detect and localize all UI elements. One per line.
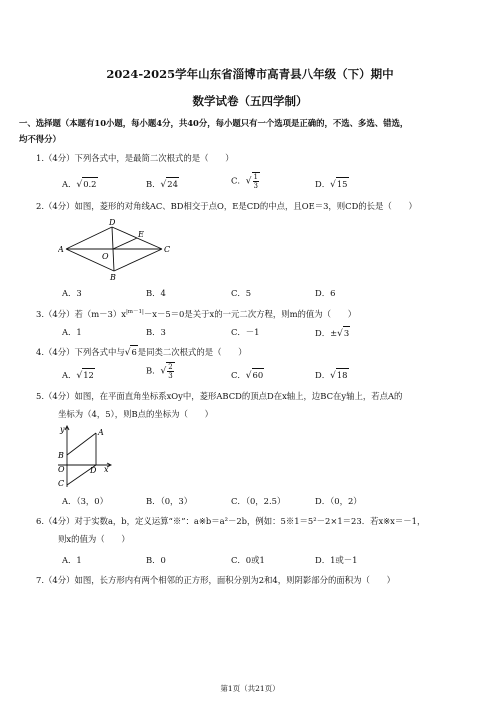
question-6-stem-cont: 则x的值为（ ） bbox=[58, 534, 130, 544]
q4-option-c bbox=[231, 368, 264, 383]
edge-cb bbox=[114, 249, 162, 271]
option-label: D． bbox=[315, 370, 331, 380]
q5-option-d: D．（0，2） bbox=[315, 496, 362, 506]
q2-option-d: D．6 bbox=[315, 288, 336, 298]
label-b: B bbox=[110, 273, 116, 280]
question-6-stem: 6.（4分）对于实数a，b，定义运算“※”：a※b＝a²－2b，例如：5※1＝5²－2×1＝23．若x※x＝－1， bbox=[36, 516, 426, 526]
exponent: |m－1| bbox=[125, 309, 144, 315]
label-b: B bbox=[58, 451, 64, 460]
label-e: E bbox=[138, 230, 144, 239]
label-a: A bbox=[58, 245, 64, 254]
q6-option-d: D．1或－1 bbox=[315, 555, 358, 565]
question-1-stem: 1.（4分）下列各式中，是最简二次根式的是（ ） bbox=[36, 153, 234, 163]
radicand: 6 bbox=[131, 347, 137, 357]
q3-option-b: B．3 bbox=[146, 327, 166, 337]
radical-sign: √ bbox=[337, 329, 343, 339]
label-c: C bbox=[164, 245, 171, 254]
page-footer: 第1页（共21页） bbox=[220, 684, 280, 693]
stem-text: 3.（4分）若（m－3）x bbox=[36, 308, 126, 319]
question-5-stem: 5.（4分）如图，在平面直角坐标系xOy中，菱形ABCD的顶点D在x轴上，边BC在y轴上，若点A的 bbox=[36, 391, 403, 401]
q5-option-a: A．（3，0） bbox=[62, 496, 109, 506]
q6-option-b: B．0 bbox=[146, 555, 166, 565]
radical-sign: √ bbox=[76, 371, 83, 381]
q1-option-a bbox=[62, 177, 98, 192]
question-2-stem: 2.（4分）如图，菱形的对角线AC、BD相交于点O，E是CD的中点，且OE＝3，则CD的长是（ ） bbox=[36, 201, 417, 211]
option-label: A． bbox=[62, 370, 77, 380]
radical-sign: √ bbox=[330, 180, 336, 190]
numerator: 2 bbox=[168, 363, 173, 371]
radicand: 3 bbox=[343, 328, 350, 338]
radical-sign: √ bbox=[245, 176, 252, 187]
q2-option-a: A．3 bbox=[62, 288, 82, 298]
q3-option-c: C．－1 bbox=[231, 327, 260, 337]
label-x: x bbox=[104, 465, 109, 474]
label-d: D bbox=[109, 218, 116, 227]
radicand: 0.2 bbox=[83, 179, 97, 189]
label-a: A bbox=[98, 428, 104, 437]
stem-text-cont: －x－5＝0是关于x的一元二次方程，则m的值为（ ） bbox=[143, 308, 357, 319]
segment-oe bbox=[113, 238, 137, 249]
rhombus-figure bbox=[58, 218, 178, 280]
exam-title: 2024-2025学年山东省淄博市高青县八年级（下）期中 bbox=[106, 67, 394, 81]
q4-option-b bbox=[146, 362, 175, 380]
question-5-stem-cont: 坐标为（4，5），则B点的坐标为（ ） bbox=[58, 409, 213, 419]
numerator: 1 bbox=[253, 173, 259, 181]
option-label: D．± bbox=[315, 328, 338, 338]
option-label: C． bbox=[231, 175, 246, 186]
radical-sign: √ bbox=[76, 180, 83, 190]
stem-text-cont: 是同类二次根式的是（ ） bbox=[137, 347, 247, 357]
option-label: B． bbox=[146, 179, 161, 189]
label-o: O bbox=[102, 252, 109, 261]
section-heading-cont: 均不得分） bbox=[19, 134, 61, 144]
radicand: 24 bbox=[167, 179, 178, 189]
q5-option-b: B．（0，3） bbox=[146, 496, 193, 506]
coordinate-figure bbox=[56, 423, 118, 489]
q4-option-a bbox=[62, 368, 95, 383]
radical-sign: √ bbox=[160, 180, 167, 190]
q3-option-d bbox=[315, 326, 350, 341]
q1-option-d bbox=[315, 177, 349, 192]
radicand: 15 bbox=[336, 179, 348, 189]
q6-option-a: A．1 bbox=[62, 555, 82, 565]
question-7-stem: 7.（4分）如图，长方形内有两个相邻的正方形，面积分别为2和4，则阴影部分的面积为（ ） bbox=[36, 575, 395, 585]
radicand: 60 bbox=[252, 370, 264, 380]
radicand: 18 bbox=[336, 370, 348, 380]
denominator: 3 bbox=[168, 372, 173, 380]
edge-ad bbox=[66, 227, 112, 249]
question-3-stem bbox=[36, 306, 356, 321]
q4-option-d bbox=[315, 368, 349, 383]
fraction bbox=[166, 362, 174, 380]
option-label: B． bbox=[146, 365, 161, 376]
label-c: C bbox=[58, 479, 65, 488]
section-heading: 一、选择题（本题有10小题，每小题4分，共40分，每小题只有一个选项是正确的，不选、多选、错选， bbox=[19, 118, 409, 128]
q6-option-c: C．0或1 bbox=[231, 555, 265, 565]
label-y: y bbox=[60, 425, 65, 434]
radical-sign: √ bbox=[245, 371, 252, 381]
q1-option-c bbox=[231, 172, 260, 190]
option-label: A． bbox=[62, 179, 77, 189]
radical-sign: √ bbox=[124, 348, 131, 358]
radical-sign: √ bbox=[330, 371, 336, 381]
radical-sign: √ bbox=[160, 366, 167, 377]
q1-option-b bbox=[146, 177, 179, 192]
option-label: D． bbox=[315, 179, 331, 189]
q5-option-c: C．（0，2.5） bbox=[231, 496, 286, 506]
option-label: C． bbox=[231, 370, 246, 380]
q2-option-c: C．5 bbox=[231, 288, 252, 298]
exam-subtitle: 数学试卷（五四学制） bbox=[192, 94, 308, 108]
question-4-stem bbox=[36, 345, 247, 360]
label-d: D bbox=[90, 466, 97, 475]
edge-ba bbox=[67, 433, 96, 455]
fraction bbox=[252, 172, 260, 190]
radicand: 12 bbox=[83, 370, 94, 380]
denominator: 3 bbox=[253, 182, 259, 190]
q2-option-b: B．4 bbox=[146, 288, 166, 298]
q3-option-a: A．1 bbox=[62, 327, 82, 337]
stem-text: 4.（4分）下列各式中与 bbox=[36, 347, 125, 357]
label-o: O bbox=[58, 465, 65, 474]
